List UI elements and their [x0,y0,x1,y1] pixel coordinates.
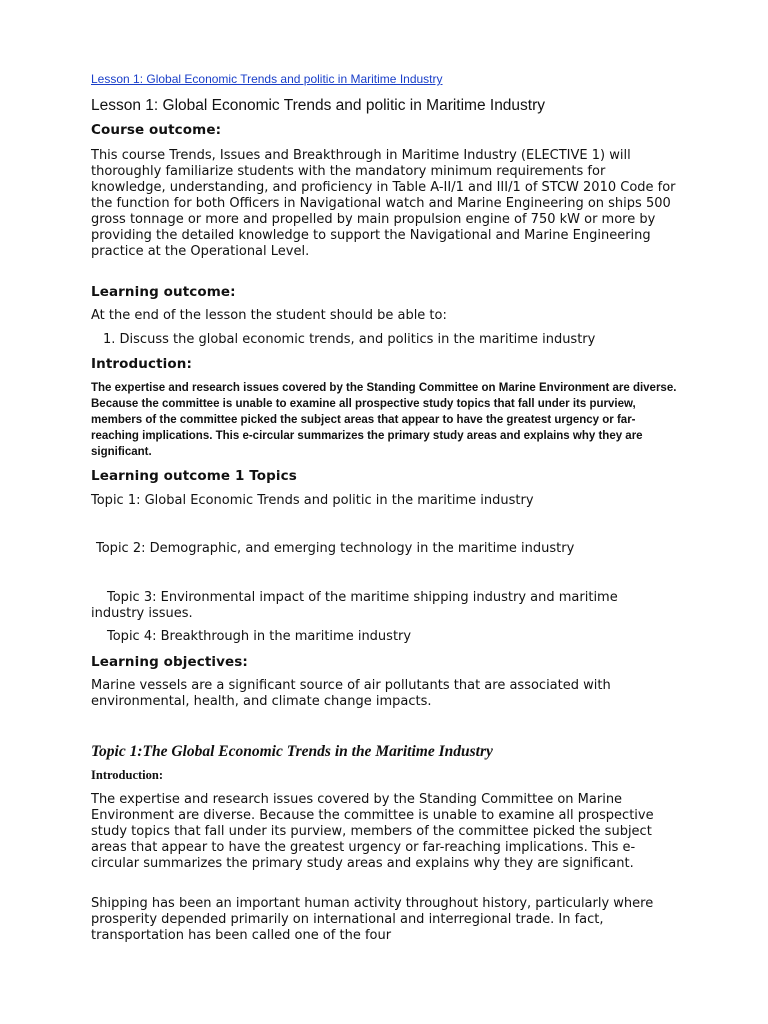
objectives-text: Marine vessels are a significant source of air pollutants that are associated with environmental, health, and climate change impacts. [91,678,611,709]
topic-1-intro-text: The expertise and research issues covered by the Standing Committee on Marine Environment are diverse. Because the committee is unable to examine all prospective study topics that fall under its purview, members of the committee picked the subject areas that appear to have the greatest urgency or far-reaching implications. This e-circular summarizes the primary study areas and explains why they are significant. [91,792,654,871]
shipping-text: Shipping has been an important human activity throughout history, particularly where prosperity depended primarily on international and interregional trade. In fact, transportation has been called one of the four [91,896,654,943]
introduction-text: The expertise and research issues covered by the Standing Committee on Marine Environment are diverse. Because the committee is unable to examine all prospective study topics that fall under its purview, members of the committee picked the subject areas that appear to have the greatest urgency or far-reaching implications. This e-circular summarizes the primary study areas and explains why they are significant. [91,382,677,458]
topics-heading: Learning outcome 1 Topics [91,468,297,484]
learning-outcome-item: 1. Discuss the global economic trends, and politics in the maritime industry [103,332,596,347]
topic-1-intro-heading: Introduction: [91,768,164,782]
course-outcome-heading: Course outcome: [91,122,222,138]
topic-1-item: Topic 1: Global Economic Trends and politic in the maritime industry [91,493,534,508]
objectives-heading: Learning objectives: [91,654,248,670]
course-outcome-text: This course Trends, Issues and Breakthrough in Maritime Industry (ELECTIVE 1) will thoroughly familiarize students with the mandatory minimum requirements for knowledge, understanding, and proficiency in Table A-II/1 and III/1 of STCW 2010 Code for the function for both Officers in Navigational watch and Marine Engineering on ships 500 gross tonnage or more and propelled by main propulsion engine of 750 kW or more by providing the detailed knowledge to support the Navigational and Marine Engineering practice at the Operational Level. [91,148,676,259]
page-title: Lesson 1: Global Economic Trends and politic in Maritime Industry [91,97,546,114]
topic-1-heading: Topic 1:The Global Economic Trends in the Maritime Industry [91,743,493,760]
learning-outcome-intro: At the end of the lesson the student should be able to: [91,308,447,323]
topic-3-item: Topic 3: Environmental impact of the maritime shipping industry and maritime industry issues. [91,590,618,621]
lesson-link[interactable]: Lesson 1: Global Economic Trends and politic in Maritime Industry [91,72,443,86]
introduction-heading: Introduction: [91,356,192,372]
topic-4-item: Topic 4: Breakthrough in the maritime industry [107,629,412,644]
learning-outcome-heading: Learning outcome: [91,284,236,300]
topic-2-item: Topic 2: Demographic, and emerging technology in the maritime industry [96,541,575,556]
